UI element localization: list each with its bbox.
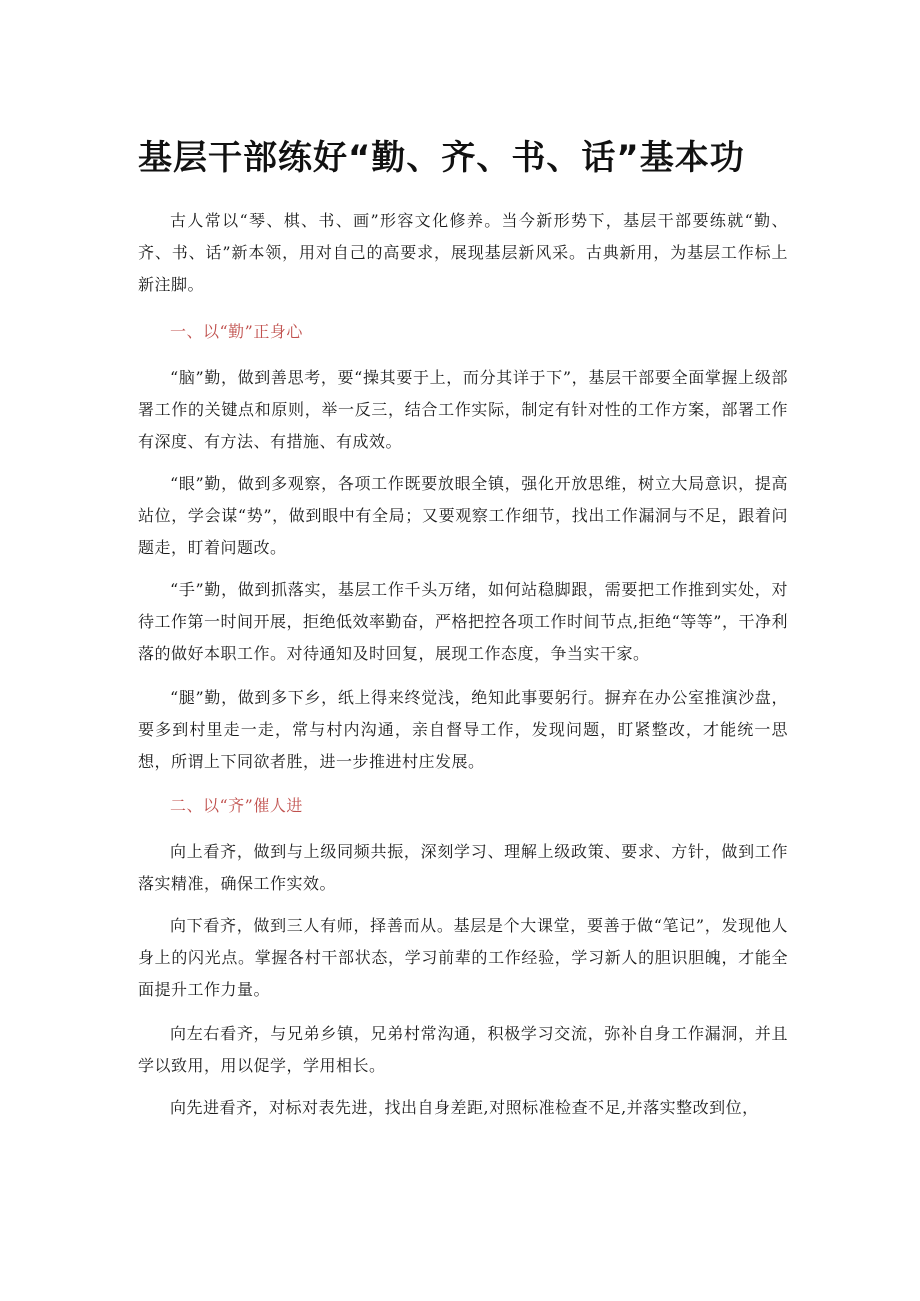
paragraph-eye: “眼”勤，做到多观察，各项工作既要放眼全镇，强化开放思维，树立大局意识，提高站位，学会谋“势”，做到眼中有全局；又要观察工作细节，找出工作漏洞与不足，跟着问题走，盯着问题改。 [138,474,788,557]
paragraph-leg: “腿”勤，做到多下乡，纸上得来终觉浅，绝知此事要躬行。摒弃在办公室推演沙盘，要多到村里走一走，常与村内沟通，亲自督导工作，发现问题，盯紧整改，才能统一思想，所谓上下同欲者胜，进一步推进村庄发展。 [138,688,788,771]
section-heading-2: 二、以“齐”催人进 [170,796,303,815]
paragraph-align-sides: 向左右看齐，与兄弟乡镇，兄弟村常沟通，积极学习交流，弥补自身工作漏洞，并且学以致用，用以促学，学用相长。 [138,1024,788,1075]
paragraph-hand: “手”勤，做到抓落实，基层工作千头万绪，如何站稳脚跟，需要把工作推到实处，对待工作第一时间开展，拒绝低效率勤奋，严格把控各项工作时间节点,拒绝“等等”，干净利落的做好本职工作。对待通知及时回复，展现工作态度，争当实干家。 [138,580,788,663]
intro-paragraph: 古人常以“琴、棋、书、画”形容文化修养。当今新形势下，基层干部要练就“勤、齐、书、话”新本领，用对自己的高要求，展现基层新风采。古典新用，为基层工作标上新注脚。 [138,211,788,294]
paragraph-align-advanced: 向先进看齐，对标对表先进，找出自身差距,对照标准检查不足,并落实整改到位， [170,1098,759,1117]
page-title: 基层干部练好“勤、齐、书、话”基本功 [138,138,745,178]
paragraph-align-down: 向下看齐，做到三人有师，择善而从。基层是个大课堂，要善于做“笔记”，发现他人身上的闪光点。掌握各村干部状态，学习前辈的工作经验，学习新人的胆识胆魄，才能全面提升工作力量。 [138,916,788,999]
paragraph-brain: “脑”勤，做到善思考，要“操其要于上，而分其详于下”，基层干部要全面掌握上级部署工作的关键点和原则，举一反三，结合工作实际，制定有针对性的工作方案，部署工作有深度、有方法、有措施、有成效。 [138,368,788,451]
paragraph-align-up: 向上看齐，做到与上级同频共振，深刻学习、理解上级政策、要求、方针，做到工作落实精准，确保工作实效。 [138,842,788,893]
section-heading-1: 一、以“勤”正身心 [170,322,303,341]
